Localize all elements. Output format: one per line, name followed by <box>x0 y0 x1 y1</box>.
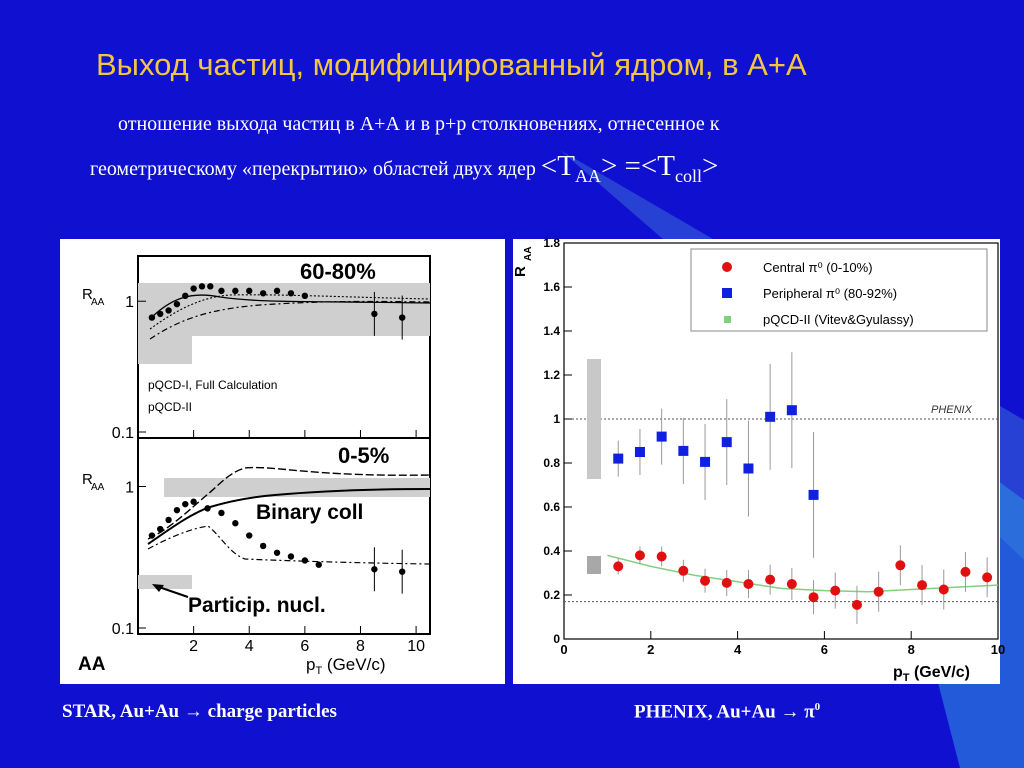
peripheral-point <box>678 446 688 456</box>
star-data-point <box>182 293 188 299</box>
legend-entry: Peripheral π⁰ (80-92%) <box>763 286 898 301</box>
star-data-point <box>174 301 180 307</box>
phenix-ylabel: R <box>512 266 529 277</box>
star-data-point <box>199 283 205 289</box>
phenix-y-tick-label: 1.2 <box>543 368 560 382</box>
central-point <box>830 586 840 596</box>
central-point <box>700 576 710 586</box>
star-data-point <box>149 532 155 538</box>
phenix-y-tick-label: 0.6 <box>543 500 560 514</box>
panel-label-60-80: 60-80% <box>300 259 376 284</box>
phenix-y-tick-label: 0.2 <box>543 588 560 602</box>
phenix-x-tick-label: 4 <box>733 642 742 657</box>
star-data-point <box>218 288 224 294</box>
phenix-sys-band-central <box>587 556 601 574</box>
phenix-y-ticks <box>543 236 572 646</box>
central-point <box>678 566 688 576</box>
central-point <box>895 560 905 570</box>
corner-label-aa: AA <box>78 654 106 675</box>
star-data-point <box>316 562 322 568</box>
star-data-point <box>371 566 377 572</box>
star-ylabel-bottom: R <box>82 471 93 488</box>
svg-text:AA: AA <box>91 297 105 308</box>
legend-marker-pqcd <box>724 316 731 323</box>
legend-entry: Central π⁰ (0-10%) <box>763 260 873 275</box>
phenix-y-tick-label: 1 <box>553 412 560 426</box>
peripheral-point <box>613 454 623 464</box>
phenix-chart <box>512 236 1006 684</box>
peripheral-point <box>657 432 667 442</box>
star-y-tick-label: 0.1 <box>111 425 134 442</box>
central-point <box>657 552 667 562</box>
star-y-tick-label: 0.1 <box>111 621 134 638</box>
star-top-band-left <box>138 336 192 364</box>
phenix-reference-lines <box>564 419 998 602</box>
peripheral-point <box>743 464 753 474</box>
phenix-x-ticks <box>560 631 1005 657</box>
star-data-point <box>274 550 280 556</box>
star-x-tick-label: 8 <box>356 638 365 655</box>
star-data-point <box>302 557 308 563</box>
slide-title: Выход частиц, модифицированный ядром, в А+А <box>96 47 807 82</box>
star-data-point <box>288 290 294 296</box>
pqcd-curve <box>607 555 998 591</box>
central-point <box>722 578 732 588</box>
legend-marker-peripheral <box>722 288 732 298</box>
phenix-y-tick-label: 1.8 <box>543 236 560 250</box>
star-x-tick-label: 4 <box>244 638 254 655</box>
peripheral-point <box>722 437 732 447</box>
panel-label-0-5: 0-5% <box>338 443 390 468</box>
subtitle-line-1: отношение выхода частиц в А+А и в p+p столкновениях, отнесенное к <box>118 113 720 135</box>
peripheral-point <box>700 457 710 467</box>
subtitle-line-2-text: геометрическому «перекрытию» областей двух ядер <box>90 158 536 180</box>
central-point <box>874 587 884 597</box>
central-point <box>743 579 753 589</box>
star-x-tick-label: 2 <box>189 638 199 655</box>
star-y-tick-label: 1 <box>125 294 134 312</box>
phenix-watermark: PHENIX <box>931 404 972 416</box>
central-point <box>917 580 927 590</box>
peripheral-point <box>635 447 645 457</box>
phenix-x-tick-label: 0 <box>560 642 568 657</box>
star-data-point <box>246 532 252 538</box>
star-data-point <box>399 314 405 320</box>
star-data-point <box>165 517 171 523</box>
central-point <box>982 572 992 582</box>
caption-star: STAR, Au+Au → charge particles <box>62 701 337 722</box>
star-data-point <box>232 288 238 294</box>
star-data-point <box>260 543 266 549</box>
formula: $<T_{AA}> =<T_{coll}>$ <box>540 150 719 186</box>
svg-text:AA: AA <box>91 482 105 493</box>
phenix-y-tick-label: 0 <box>553 632 560 646</box>
phenix-series <box>607 352 998 624</box>
peripheral-point <box>787 405 797 415</box>
central-point <box>613 561 623 571</box>
central-point <box>960 567 970 577</box>
central-point <box>809 592 819 602</box>
star-data-point <box>165 307 171 313</box>
phenix-y-tick-label: 0.4 <box>543 544 560 558</box>
star-data-point <box>260 290 266 296</box>
star-data-point <box>182 501 188 507</box>
phenix-xlabel: $p_T$ (GeV/c) <box>893 664 970 684</box>
annotation-binary-coll: Binary coll <box>256 501 364 524</box>
star-data-point <box>302 293 308 299</box>
central-point <box>852 600 862 610</box>
annotation-particip-nucl: Particip. nucl. <box>188 594 326 617</box>
star-data-point <box>157 526 163 532</box>
phenix-x-tick-label: 2 <box>647 642 655 657</box>
central-point <box>787 579 797 589</box>
legend-pqcd2: pQCD-II <box>148 400 193 414</box>
star-chart <box>60 239 505 684</box>
star-data-point <box>149 314 155 320</box>
star-chart-svg <box>60 239 505 684</box>
arrow-icon: → <box>780 701 800 723</box>
central-point <box>939 585 949 595</box>
star-x-tick-label: 6 <box>300 638 310 655</box>
star-data-point <box>288 553 294 559</box>
star-ylabel-top: R <box>82 286 93 303</box>
star-xlabel: $p_T$ (GeV/c) <box>306 655 386 677</box>
star-y-tick-label: 1 <box>125 479 134 497</box>
phenix-y-tick-label: 1.6 <box>543 280 560 294</box>
star-data-point <box>246 288 252 294</box>
phenix-y-tick-label: 1.4 <box>543 324 560 338</box>
svg-text:AA: AA <box>523 246 534 261</box>
star-data-point <box>371 311 377 317</box>
caption-phenix: PHENIX, $Au+Au \to \pi^0$ <box>634 701 821 723</box>
subtitle-line-2 <box>90 150 718 187</box>
legend-entry: pQCD-II (Vitev&Gyulassy) <box>763 312 914 327</box>
star-bottom-band-left <box>138 575 192 589</box>
phenix-y-tick-label: 0.8 <box>543 456 560 470</box>
star-x-tick-label: 10 <box>407 638 425 655</box>
phenix-sys-band-peripheral <box>587 359 601 479</box>
phenix-x-tick-label: 8 <box>907 642 915 657</box>
phenix-x-tick-label: 10 <box>990 642 1006 657</box>
star-data-point <box>190 499 196 505</box>
star-data-point <box>204 505 210 511</box>
star-data-point <box>232 520 238 526</box>
star-data-point <box>274 288 280 294</box>
central-point <box>635 550 645 560</box>
peripheral-point <box>809 490 819 500</box>
star-data-point <box>218 510 224 516</box>
star-data-point <box>207 283 213 289</box>
star-data-point <box>190 285 196 291</box>
peripheral-point <box>765 412 775 422</box>
star-data-point <box>399 568 405 574</box>
phenix-chart-svg <box>512 236 1006 684</box>
arrow-icon: → <box>183 701 203 722</box>
central-point <box>765 575 775 585</box>
legend-pqcd1: pQCD-I, Full Calculation <box>148 378 278 392</box>
star-data-point <box>174 507 180 513</box>
phenix-x-tick-label: 6 <box>820 642 829 657</box>
legend-marker-central <box>722 262 732 272</box>
star-data-point <box>157 311 163 317</box>
